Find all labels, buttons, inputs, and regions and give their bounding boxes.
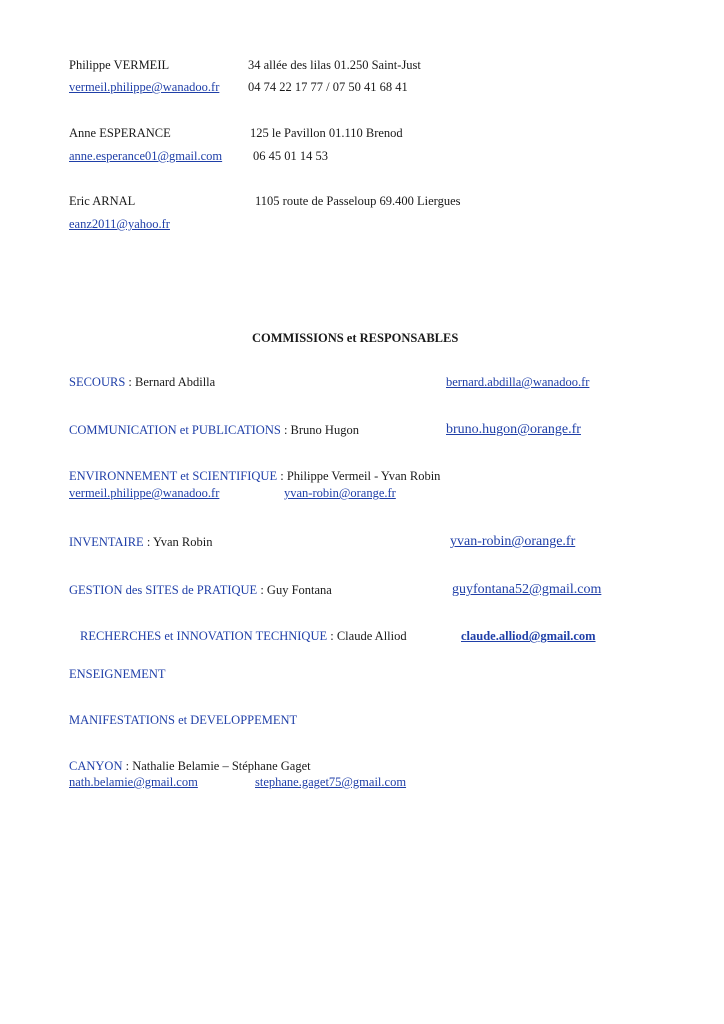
- email-recherches[interactable]: claude.alliod@gmail.com: [461, 629, 596, 643]
- contact-name-arnal: Eric ARNAL: [69, 194, 136, 208]
- email-environnement-vermeil[interactable]: vermeil.philippe@wanadoo.fr: [69, 486, 220, 500]
- commission-recherches: [80, 629, 407, 644]
- email-inventaire[interactable]: yvan-robin@orange.fr: [450, 534, 576, 549]
- commission-manifestations: MANIFESTATIONS et DEVELOPPEMENT: [69, 713, 298, 727]
- commission-person: Bruno Hugon: [290, 423, 359, 437]
- separator: :: [257, 583, 267, 597]
- contact-name-esperance: Anne ESPERANCE: [69, 126, 171, 140]
- email-canyon-belamie[interactable]: nath.belamie@gmail.com: [69, 775, 198, 789]
- commission-person: Claude Alliod: [336, 629, 407, 643]
- commission-person: Philippe Vermeil - Yvan Robin: [286, 469, 441, 483]
- email-secours[interactable]: bernard.abdilla@wanadoo.fr: [446, 375, 590, 389]
- commission-person: Nathalie Belamie – Stéphane Gaget: [132, 759, 311, 773]
- contact-email-esperance[interactable]: anne.esperance01@gmail.com: [69, 149, 223, 163]
- commission-environnement: [69, 469, 440, 484]
- separator: :: [125, 375, 136, 389]
- email-gestion[interactable]: guyfontana52@gmail.com: [452, 582, 602, 597]
- commission-label: SECOURS: [69, 375, 126, 389]
- contact-email-vermeil[interactable]: vermeil.philippe@wanadoo.fr: [69, 80, 220, 94]
- contact-email-arnal[interactable]: eanz2011@yahoo.fr: [69, 217, 170, 231]
- commission-person: Yvan Robin: [152, 535, 213, 549]
- separator: :: [143, 535, 153, 549]
- separator: :: [327, 629, 337, 643]
- commission-person: Guy Fontana: [266, 583, 332, 597]
- commission-label: GESTION des SITES de PRATIQUE: [69, 583, 258, 597]
- contact-phone-vermeil: 04 74 22 17 77 / 07 50 41 68 41: [248, 80, 408, 94]
- contact-address-esperance: 125 le Pavillon 01.110 Brenod: [250, 126, 403, 140]
- separator: :: [280, 423, 291, 437]
- commission-secours: [69, 375, 215, 390]
- email-environnement-robin[interactable]: yvan-robin@orange.fr: [284, 486, 396, 500]
- separator: :: [122, 759, 133, 773]
- contact-address-arnal: 1105 route de Passeloup 69.400 Liergues: [255, 194, 461, 208]
- contact-address-vermeil: 34 allée des lilas 01.250 Saint-Just: [248, 58, 421, 72]
- commission-label: RECHERCHES et INNOVATION TECHNIQUE: [80, 629, 328, 643]
- contact-name-vermeil: Philippe VERMEIL: [69, 58, 170, 72]
- email-canyon-gaget[interactable]: stephane.gaget75@gmail.com: [255, 775, 407, 789]
- separator: :: [277, 469, 287, 483]
- commission-label: ENVIRONNEMENT et SCIENTIFIQUE: [69, 469, 278, 483]
- commission-inventaire: [69, 535, 212, 550]
- email-communication[interactable]: bruno.hugon@orange.fr: [446, 422, 581, 437]
- commission-gestion: [69, 583, 332, 598]
- commission-canyon: [69, 759, 311, 774]
- commission-label: COMMUNICATION et PUBLICATIONS: [69, 423, 281, 437]
- commission-label: INVENTAIRE: [69, 535, 144, 549]
- contact-phone-esperance: 06 45 01 14 53: [253, 149, 328, 163]
- commission-enseignement: ENSEIGNEMENT: [69, 667, 166, 681]
- commission-label: CANYON: [69, 759, 123, 773]
- commission-person: Bernard Abdilla: [135, 375, 216, 389]
- commission-communication: [69, 423, 359, 438]
- commissions-heading: COMMISSIONS et RESPONSABLES: [252, 331, 459, 345]
